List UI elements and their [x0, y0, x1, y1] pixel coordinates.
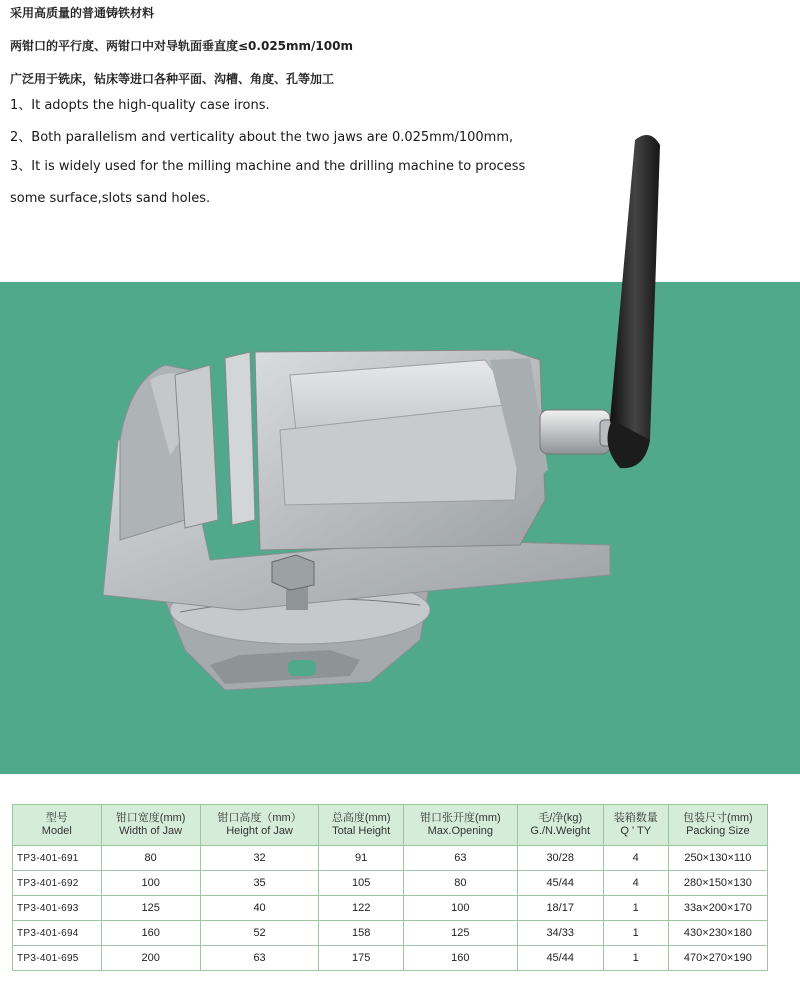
cell-weight: 34/33: [517, 921, 603, 946]
feature-en-2: 2、Both parallelism and verticality about the two jaws are 0.025mm/100mm,: [10, 130, 514, 145]
table-row: [13, 871, 768, 896]
cell-height: 63: [200, 946, 319, 971]
col-header-width-of-jaw: 钳口宽度(mm) Width of Jaw: [101, 805, 200, 846]
cell-width: 200: [101, 946, 200, 971]
cell-opening: 125: [403, 921, 517, 946]
cell-height: 32: [200, 846, 319, 871]
cell-qty: 1: [603, 896, 668, 921]
feature-cn-3: 广泛用于铣床，钻床等进口各种平面、沟槽、角度、孔等加工: [10, 72, 335, 86]
cell-opening: 160: [403, 946, 517, 971]
spec-table-header-row: [13, 805, 768, 846]
vise-screw-handle: [540, 135, 660, 468]
feature-en-1: 1、It adopts the high-quality case irons.: [10, 98, 270, 113]
cell-packing: 470×270×190: [668, 946, 767, 971]
col-header-total-height: 总高度(mm) Total Height: [319, 805, 404, 846]
cell-total-height: 175: [319, 946, 404, 971]
col-header-max-opening: 钳口张开度(mm) Max.Opening: [403, 805, 517, 846]
table-row: [13, 946, 768, 971]
cell-weight: 18/17: [517, 896, 603, 921]
table-row: [13, 921, 768, 946]
cell-total-height: 158: [319, 921, 404, 946]
cell-width: 125: [101, 896, 200, 921]
cell-packing: 33a×200×170: [668, 896, 767, 921]
cell-weight: 30/28: [517, 846, 603, 871]
cell-total-height: 91: [319, 846, 404, 871]
cell-model: TP3-401-695: [13, 946, 102, 971]
cell-packing: 250×130×110: [668, 846, 767, 871]
table-row: [13, 896, 768, 921]
cell-model: TP3-401-692: [13, 871, 102, 896]
cell-qty: 1: [603, 946, 668, 971]
cell-total-height: 105: [319, 871, 404, 896]
spec-table: [12, 804, 768, 971]
col-header-qty: 装箱数量 Q ' TY: [603, 805, 668, 846]
cell-opening: 80: [403, 871, 517, 896]
cell-qty: 4: [603, 871, 668, 896]
cell-weight: 45/44: [517, 946, 603, 971]
feature-cn-1: 采用高质量的普通铸铁材料: [10, 6, 155, 20]
cell-model: TP3-401-691: [13, 846, 102, 871]
cell-width: 80: [101, 846, 200, 871]
cell-opening: 63: [403, 846, 517, 871]
cell-total-height: 122: [319, 896, 404, 921]
col-header-model: 型号 Model: [13, 805, 102, 846]
cell-model: TP3-401-694: [13, 921, 102, 946]
machine-vise-image: [0, 120, 800, 800]
feature-cn-2: 两钳口的平行度、两钳口中对导轨面垂直度≤0.025mm/100m: [10, 39, 353, 53]
col-header-weight: 毛/净(kg) G./N.Weight: [517, 805, 603, 846]
cell-height: 35: [200, 871, 319, 896]
cell-qty: 1: [603, 921, 668, 946]
table-row: [13, 846, 768, 871]
col-header-height-of-jaw: 钳口高度（mm） Height of Jaw: [200, 805, 319, 846]
feature-en-4: some surface,slots sand holes.: [10, 191, 211, 206]
cell-width: 160: [101, 921, 200, 946]
vise-jaws: [175, 350, 548, 550]
cell-weight: 45/44: [517, 871, 603, 896]
cell-qty: 4: [603, 846, 668, 871]
cell-height: 52: [200, 921, 319, 946]
cell-opening: 100: [403, 896, 517, 921]
cell-packing: 280×150×130: [668, 871, 767, 896]
col-header-packing-size: 包装尺寸(mm) Packing Size: [668, 805, 767, 846]
cell-model: TP3-401-693: [13, 896, 102, 921]
feature-en-3: 3、It is widely used for the milling machine and the drilling machine to process: [10, 159, 526, 174]
cell-packing: 430×230×180: [668, 921, 767, 946]
cell-height: 40: [200, 896, 319, 921]
cell-width: 100: [101, 871, 200, 896]
